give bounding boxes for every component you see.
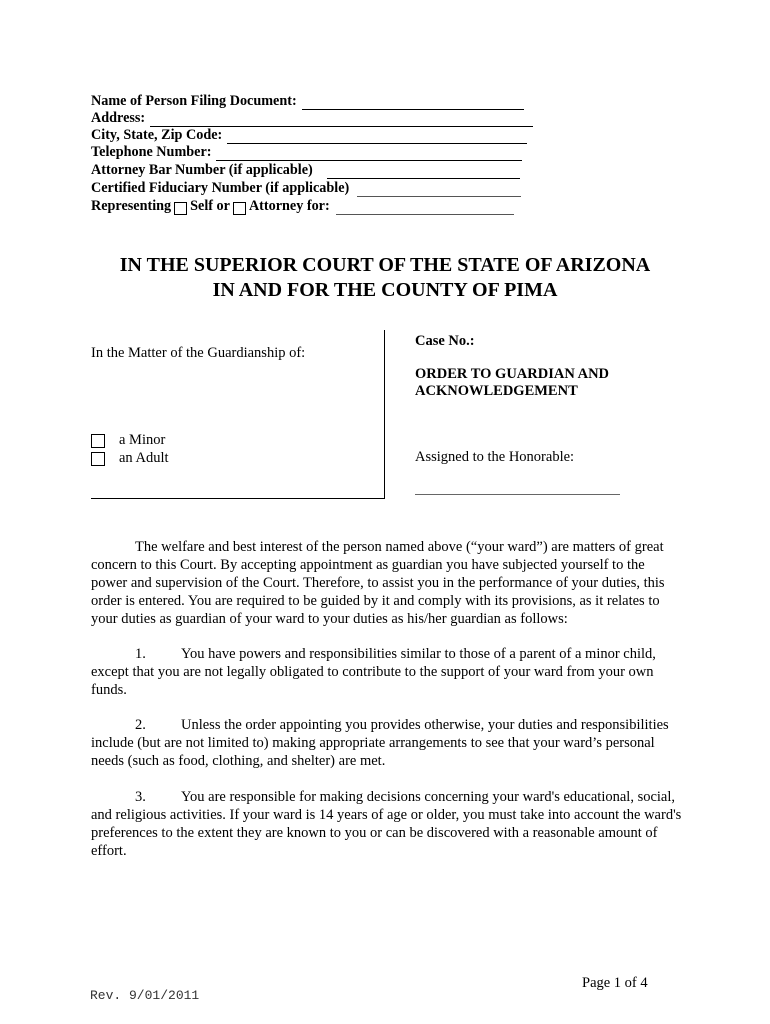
filer-city-field[interactable] bbox=[227, 130, 527, 144]
filer-city-label: City, State, Zip Code: bbox=[91, 127, 223, 143]
representing-label: Representing bbox=[91, 198, 172, 214]
doc-title-line2: ACKNOWLEDGEMENT bbox=[415, 383, 578, 399]
filer-address-label: Address: bbox=[91, 110, 146, 126]
court-title-line1: IN THE SUPERIOR COURT OF THE STATE OF ARIZONA bbox=[119, 254, 651, 276]
item-3-number: 3. bbox=[135, 789, 146, 805]
filer-representing-row bbox=[91, 198, 514, 215]
item-3 bbox=[91, 788, 683, 860]
filer-bar-label: Attorney Bar Number (if applicable) bbox=[91, 162, 313, 178]
assigned-label: Assigned to the Honorable: bbox=[415, 449, 575, 465]
judge-name-field[interactable] bbox=[415, 494, 620, 495]
attorney-for-field[interactable] bbox=[336, 201, 514, 215]
item-1-text: You have powers and responsibilities similar to those of a parent of a minor child, except that you are not legally obligated to contribute to the support of your ward from your own funds. bbox=[91, 646, 656, 698]
filer-address-row bbox=[91, 110, 533, 127]
filer-fiduciary-field[interactable] bbox=[357, 183, 521, 197]
filer-phone-row bbox=[91, 144, 522, 161]
order-body bbox=[91, 538, 683, 628]
case-no-label: Case No.: bbox=[415, 333, 475, 349]
minor-label: a Minor bbox=[119, 432, 166, 448]
filer-name-row bbox=[91, 93, 524, 110]
filer-fiduciary-label: Certified Fiduciary Number (if applicable) bbox=[91, 180, 350, 196]
minor-checkbox[interactable] bbox=[91, 434, 105, 448]
self-label: Self or bbox=[190, 198, 230, 214]
adult-label: an Adult bbox=[119, 450, 169, 466]
filer-city-row bbox=[91, 127, 527, 144]
filer-phone-label: Telephone Number: bbox=[91, 144, 212, 160]
option-minor bbox=[91, 432, 165, 449]
item-2 bbox=[91, 716, 683, 770]
filer-bar-row bbox=[91, 162, 520, 179]
court-title-line2: IN AND FOR THE COUNTY OF PIMA bbox=[212, 279, 558, 301]
revision-label: Rev. 9/01/2011 bbox=[90, 988, 200, 1003]
caption-bottom-rule bbox=[91, 498, 385, 499]
caption-divider bbox=[384, 330, 385, 499]
attorney-label: Attorney for: bbox=[248, 198, 330, 214]
filer-fiduciary-row bbox=[91, 180, 521, 197]
attorney-checkbox[interactable] bbox=[233, 202, 246, 215]
self-checkbox[interactable] bbox=[174, 202, 187, 215]
matter-label: In the Matter of the Guardianship of: bbox=[91, 345, 306, 361]
item-3-text: You are responsible for making decisions concerning your ward's educational, social, and religious activities. If your ward is 14 years of age or older, you must take into account the ward's preferences to the extent they are known to you or can be discovered with a reasonable amount of effort. bbox=[91, 789, 682, 859]
filer-name-label: Name of Person Filing Document: bbox=[91, 93, 297, 109]
option-adult bbox=[91, 450, 169, 467]
filer-phone-field[interactable] bbox=[216, 147, 522, 161]
item-1 bbox=[91, 645, 683, 699]
doc-title-line1: ORDER TO GUARDIAN AND bbox=[415, 366, 610, 382]
intro-paragraph: The welfare and best interest of the person named above (“your ward”) are matters of great concern to this Court. By accepting appointment as guardian you have subjected yourself to the power and supervision of the Court. Therefore, to assist you in the performance of your duties, this order is entered. You are required to be guided by it and comply with its provisions, as it relates to your duties as guardian of your ward to your duties as his/her guardian as follows: bbox=[91, 539, 665, 627]
item-2-number: 2. bbox=[135, 717, 146, 733]
page-number: Page 1 of 4 bbox=[582, 975, 648, 991]
item-1-number: 1. bbox=[135, 646, 146, 662]
filer-bar-field[interactable] bbox=[327, 165, 520, 179]
adult-checkbox[interactable] bbox=[91, 452, 105, 466]
filer-name-field[interactable] bbox=[302, 96, 524, 110]
item-2-text: Unless the order appointing you provides otherwise, your duties and responsibilities include (but are not limited to) making appropriate arrangements to see that your ward’s personal needs (such as food, clothing, and shelter) are met. bbox=[91, 717, 669, 769]
filer-address-field[interactable] bbox=[150, 113, 533, 127]
